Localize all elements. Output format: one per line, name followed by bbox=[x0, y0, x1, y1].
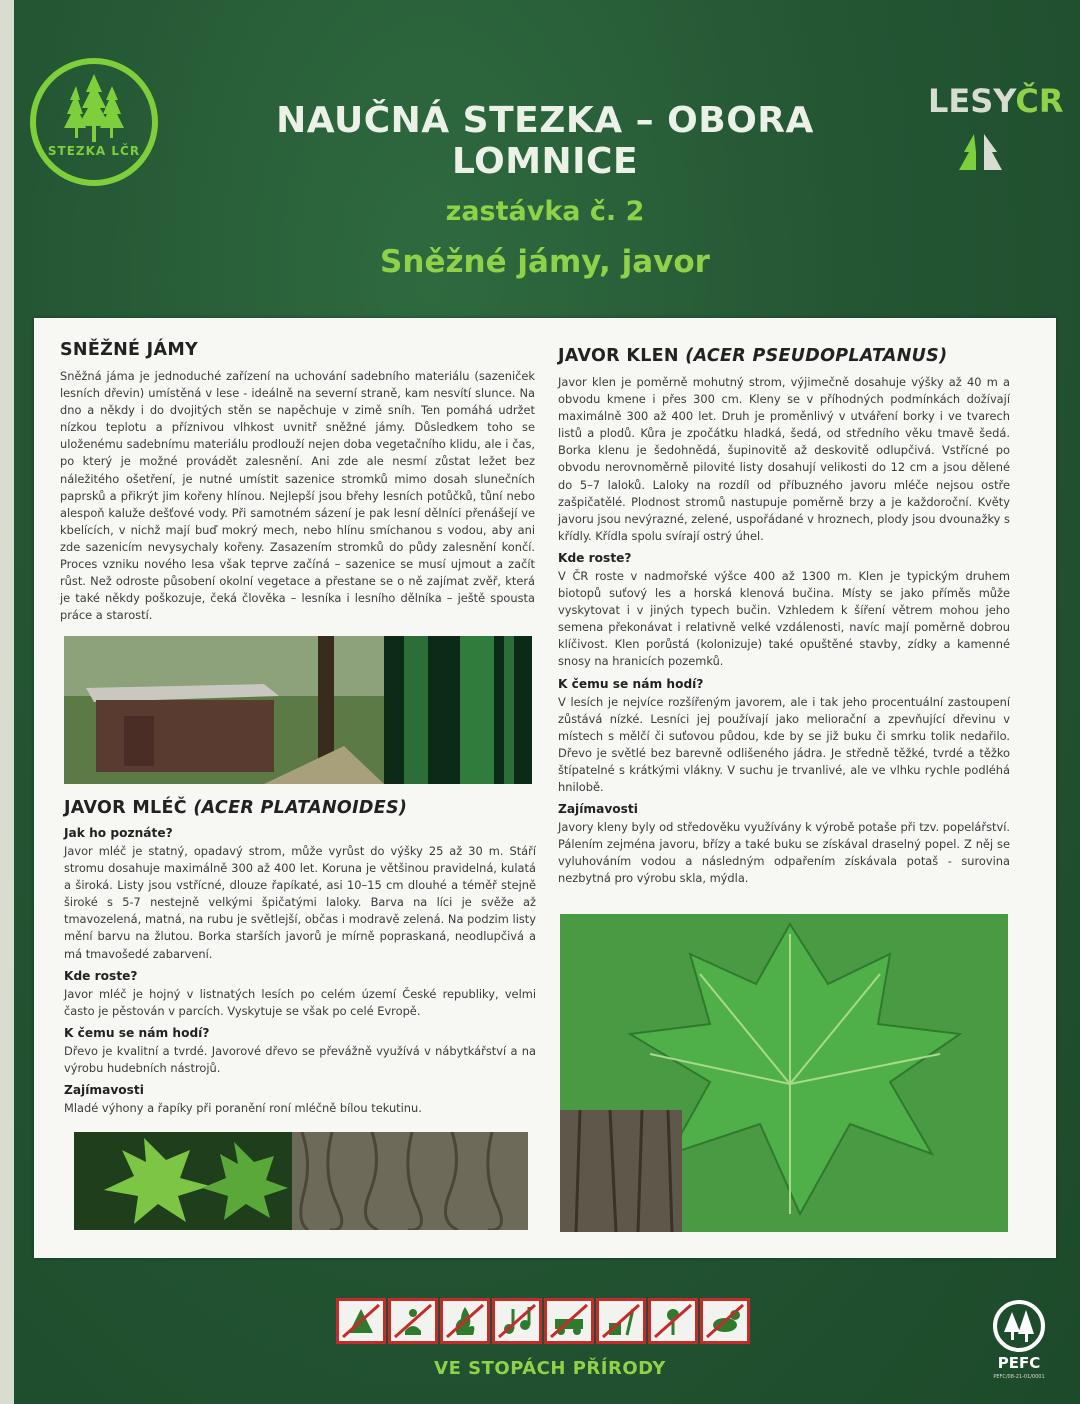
sycamore-leaf-photo bbox=[560, 914, 1008, 1232]
left-where-grows-heading: Kde roste? bbox=[64, 968, 138, 983]
cr-text: ČR bbox=[1015, 82, 1064, 120]
lesy-cr-logo bbox=[928, 82, 1064, 182]
snow-pits-heading: SNĚŽNÉ JÁMY bbox=[60, 340, 199, 360]
norway-maple-bark-photo bbox=[292, 1132, 528, 1230]
sycamore-text: Javor klen je poměrně mohutný strom, výjimečně dosahuje výšky až 40 m a obvodu kmene i přes 300 cm. Kleny se v příhodných podmínkách dožívají maximálně 300 až 400 let. Druh je proměnlivý v utváření borky i ve tvarech listů a plodů. Kůra je zpočátku hladká, šedá, od středního věku tmavě šedá. Borka klenu je šedohnědá, šupinovitě až deskovitě odlupčivá. Vstřícné po obvodu nerovnoměrně pilovité listy dosahují velikosti do 12 cm a jsou dělené do 5–7 laloků. Laloky na rozdíl od příbuzného javoru mléče nejsou ostře zašpičatělé. Plodnost stromů nastupuje poměrně brzy a je každoroční. Květy javoru jsou nevýrazné, zelené, uspořádané v hroznech, plody jsou dvounažky s křídly. Křídla spolu svírají ostrý úhel. bbox=[558, 375, 1010, 543]
norway-maple-heading bbox=[64, 798, 536, 818]
lesy-text: LESY bbox=[928, 82, 1016, 120]
pefc-label: PEFC bbox=[997, 1354, 1041, 1372]
left-curiosities-text: Mladé výhony a řapíky při poranění roní mléčně bílou tekutinu. bbox=[64, 1101, 422, 1116]
left-curiosities-heading: Zajímavosti bbox=[64, 1083, 144, 1098]
trail-title: NAUČNÁ STEZKA – OBORA LOMNICE bbox=[276, 100, 814, 182]
snow-pits-text: Sněžná jáma je jednoduché zařízení na uchování sadebního materiálu (sazeniček lesních dřevin) umístěná v lese - ideálně na severní straně, kam nesvítí slunce. Na dno a někdy i do dvojitých stěn se napěchuje v zimě sníh. Ten pomáhá udržet nízkou teplotu a příznivou vlhkost uvnitř sněžné jámy. Důsledkem toho se uloženému sadebnímu materiálu prodlouží nejen doba vegetačního klidu, ale i čas, po který je možné provádět zalesnění. Ani zde ale nesmí zůstat ležet bez náležitého ošetření, je nutné umístit sazenice stromků mimo dosah slunečních paprsků a přikrýt jim kořeny hlínou. Nejlepší jsou břehy lesních potůčků, tůní nebo alespoň kaluže dešťové vody. Při samotném sázení je pak lesní dělníci přenášejí ve kbelících, v nichž mají buď mokrý mech, nebo hlínu smíchanou s vodou, aby ani zde sazenicím nevysychaly kořeny. Zasazením stromků do půdy zalesnění končí. Proces vzniku nového lesa však teprve začíná – sazenice se musí ujmout a začít růst. Než odroste působení okolní vegetace a přestane se o ně zajímat zvěř, která je také někdy poškozuje, čeká člověka – lesníka i lesního dělníka – ještě spousta práce a starostí. bbox=[60, 369, 535, 623]
stop-title: Sněžné jámy, javor bbox=[380, 244, 710, 280]
right-where-grows-heading: Kde roste? bbox=[558, 550, 632, 565]
norway-maple-leaf-photo bbox=[74, 1132, 292, 1230]
norway-maple-name: JAVOR MLÉČ bbox=[64, 798, 187, 818]
snow-pit-photo bbox=[64, 636, 532, 784]
sycamore-heading bbox=[558, 346, 1010, 366]
no-noise-icon bbox=[492, 1298, 542, 1344]
no-camping-icon bbox=[336, 1298, 386, 1344]
right-curiosities-text: Javory kleny byly od středověku využívány k výrobě potaše při tzv. popelářství. Pálením zejména javoru, břízy a také buku se získával draselný popel. Z něj se vyluhováním vodou a následným odpařením získávala potaš - surovina nezbytná pro výrobu skla, mýdla. bbox=[558, 820, 1010, 886]
no-vehicles-icon bbox=[544, 1298, 594, 1344]
how-to-recognize-text: Javor mléč je statný, opadavý strom, může vyrůst do výšky 25 až 30 m. Stáří stromu dosahuje maximálně 300 až 400 let. Koruna je většinou pravidelná, kulatá a široká. Listy jsou vstřícné, dlouze řapíkaté, asi 10–15 cm dlouhé a téměř stejně široké s 5-7 nestejně velkými špičatými laloky. Barva na líci je svěže až tmavozelená, matná, na rubu je světlejší, občas i modravě zelená. Na podzim listy mění barvu na žlutou. Borka starších javorů je mírně popraskaná, neodlupčivá a má tmavošedé zabarvení. bbox=[64, 844, 536, 961]
how-to-recognize-heading: Jak ho poznáte? bbox=[64, 826, 173, 840]
right-usefulness-text: V lesích je nejvíce rozšířeným javorem, ale i tak jeho procentuální zastoupení zůstává nízké. Lesníci jej používají jako meliorační a zpevňující dřevinu v místech s mělčí či suťovou půdou, kde by se již buku či smrku tolik nedařilo. Dřevo je světlé bez barevně odlišeného jádra. Je středně těžké, tvrdé a těžko štípatelné s krátkými vlákny. V suchu je trvanlivé, ale ve vlhku rychle podléhá hnilobě. bbox=[558, 694, 1010, 794]
sycamore-name: JAVOR KLEN bbox=[558, 346, 679, 366]
left-where-grows-text: Javor mléč je hojný v listnatých lesích po celém území České republiky, velmi často je pěstován v parcích. Vyskytuje se však po celé Evropě. bbox=[64, 986, 536, 1018]
norway-maple-section bbox=[64, 798, 536, 1117]
pine-tree-icon bbox=[36, 64, 152, 180]
no-fire-icon bbox=[440, 1298, 490, 1344]
content-panel bbox=[34, 318, 1056, 1258]
norway-maple-latin: (ACER PLATANOIDES) bbox=[193, 798, 408, 818]
pefc-logo bbox=[984, 1298, 1054, 1394]
motto-text: VE STOPÁCH PŘÍRODY bbox=[434, 1358, 666, 1379]
left-usefulness-text: Dřevo je kvalitní a tvrdé. Javorové dřevo se převážně využívá v nábytkářství a na výrobu hudebních nástrojů. bbox=[64, 1043, 536, 1075]
trail-logo bbox=[30, 58, 158, 186]
trail-logo-text: STEZKA LČR bbox=[47, 144, 141, 158]
no-cleaning-icon bbox=[596, 1298, 646, 1344]
left-column bbox=[60, 340, 535, 624]
stop-number: zastávka č. 2 bbox=[445, 196, 645, 227]
pefc-code: PEFC/08-21-01/0001 bbox=[993, 1374, 1045, 1380]
sycamore-latin: (ACER PSEUDOPLATANUS) bbox=[685, 346, 948, 366]
no-littering-icon bbox=[388, 1298, 438, 1344]
no-dogs-icon bbox=[700, 1298, 750, 1344]
right-usefulness-heading: K čemu se nám hodí? bbox=[558, 676, 704, 691]
right-where-grows-text: V ČR roste v nadmořské výšce 400 až 1300 m. Klen je typickým druhem biotopů suťový les a horská klenová bučina. Místy se jako příměs může vyskytovat i v jiných typech bučin. Vzhledem k šíření větrem mohou jeho semena překonávat i relativně velké vzdálenosti, navíc mají poměrně dobrou klíčivost. Klen porůstá (kolonizuje) také opuštěné stavby, zídky a kamenné snosy na hranicích pozemků. bbox=[558, 568, 1010, 669]
right-column bbox=[558, 346, 1010, 887]
left-usefulness-heading: K čemu se nám hodí? bbox=[64, 1025, 210, 1040]
prohibition-icons bbox=[336, 1298, 760, 1346]
no-flower-picking-icon bbox=[648, 1298, 698, 1344]
lesy-arrows-icon bbox=[928, 130, 1058, 180]
pefc-tree-icon bbox=[984, 1298, 1054, 1354]
right-curiosities-heading: Zajímavosti bbox=[558, 802, 638, 817]
